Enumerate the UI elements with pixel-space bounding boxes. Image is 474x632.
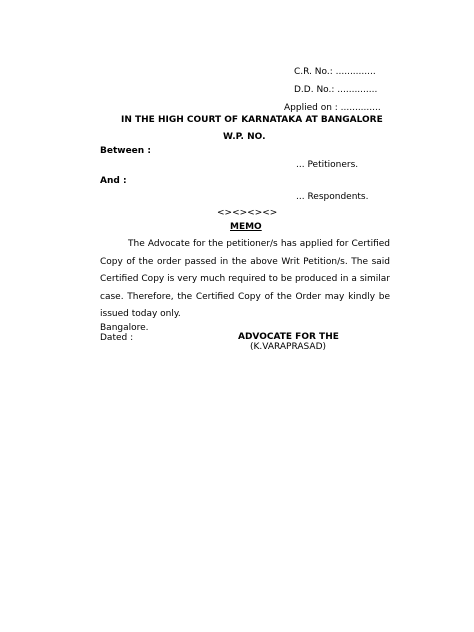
- advocate-name: (K.VARAPRASAD): [250, 342, 327, 352]
- dated-label: Dated :: [100, 333, 134, 343]
- advocate-label: ADVOCATE FOR THE: [238, 332, 339, 342]
- between-label: Between :: [100, 146, 151, 156]
- court-title: IN THE HIGH COURT OF KARNATAKA AT BANGALORE: [121, 115, 383, 125]
- memo-body: The Advocate for the petitioner/s has applied for Certified Copy of the order passed in the above Writ Petition/s. The said Certified Copy is very much required to be produced in a similar case. Therefore, the Certified Copy of the Order may kindly be issued today only.: [100, 239, 390, 320]
- memo-heading: MEMO: [230, 222, 262, 232]
- respondents-label: ... Respondents.: [296, 192, 369, 202]
- cr-number: C.R. No.: ..............: [294, 67, 376, 77]
- wp-number: W.P. NO.: [223, 132, 266, 142]
- and-label: And :: [100, 176, 127, 186]
- petitioners-label: ... Petitioners.: [296, 160, 359, 170]
- dd-number: D.D. No.: ..............: [294, 85, 378, 95]
- place-label: Bangalore.: [100, 323, 149, 333]
- separator: <><><><>: [217, 208, 278, 218]
- applied-on: Applied on : ..............: [284, 103, 381, 113]
